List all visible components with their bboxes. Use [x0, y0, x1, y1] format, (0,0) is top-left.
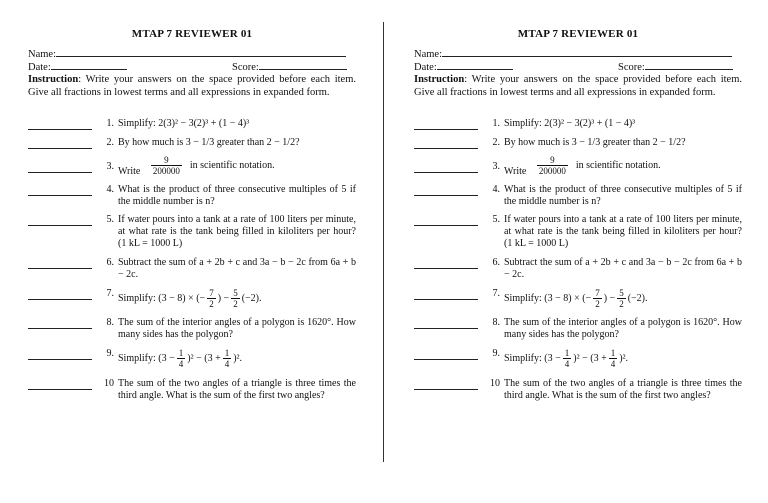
fraction-numerator: 1: [224, 348, 230, 358]
item-text-part: Write: [118, 165, 141, 177]
item-number: 4.: [106, 184, 114, 195]
answer-blank[interactable]: [414, 195, 478, 196]
item-text: By how much is 3 − 1/3 greater than 2 − 1/2?: [504, 137, 686, 148]
instruction-heading: Instruction: [414, 74, 465, 85]
worksheet-title: MTAP 7 REVIEWER 01: [131, 28, 253, 40]
item-text: Subtract the sum of a + 2b + c and 3a − b − 2c from 6a + b − 2c.: [118, 257, 356, 280]
item-number: 10: [104, 378, 114, 389]
item-number: 6.: [492, 257, 500, 268]
name-row: [28, 47, 346, 60]
item-text-part: (−2).: [241, 292, 262, 304]
item-number: 9.: [106, 348, 114, 359]
item-text-part: )² − (3 +: [573, 352, 607, 364]
fraction-numerator: 5: [233, 288, 238, 298]
fraction: [177, 348, 186, 369]
fraction-denominator: 2: [209, 299, 214, 309]
item-number: 2.: [106, 137, 114, 148]
answer-blank[interactable]: [28, 172, 92, 173]
item-text-part: in scientific notation.: [575, 159, 661, 171]
answer-blank[interactable]: [414, 328, 478, 329]
instructions: [28, 74, 356, 99]
answer-blank[interactable]: [28, 268, 92, 269]
item-text: The sum of the interior angles of a polygon is 1620°. How many sides has the polygon?: [504, 317, 742, 340]
fraction-denominator: 200000: [538, 166, 566, 176]
answer-blank[interactable]: [414, 389, 478, 390]
item-text: What is the product of three consecutive multiples of 5 if the middle number is n?: [504, 184, 742, 207]
date-field[interactable]: [437, 60, 513, 70]
item-text: [118, 155, 356, 176]
fraction: [207, 288, 216, 309]
item-number: 5.: [106, 214, 114, 225]
fraction-denominator: 200000: [152, 166, 180, 176]
item-number: 5.: [492, 214, 500, 225]
answer-blank[interactable]: [28, 225, 92, 226]
item-number: 1.: [492, 118, 500, 129]
date-score-row: [414, 60, 733, 73]
date-label: Date:: [414, 62, 437, 73]
answer-blank[interactable]: [414, 268, 478, 269]
item-text: [504, 155, 742, 176]
answer-blank[interactable]: [414, 359, 478, 360]
fraction-denominator: 2: [619, 299, 624, 309]
item-text: [504, 288, 742, 309]
score-field[interactable]: [259, 60, 347, 70]
fraction-numerator: 1: [610, 348, 616, 358]
item-number: 3.: [492, 161, 500, 172]
answer-blank[interactable]: [414, 129, 478, 130]
fraction: [593, 288, 602, 309]
item-number: 7.: [106, 288, 114, 299]
answer-blank[interactable]: [28, 328, 92, 329]
fraction-numerator: 5: [619, 288, 624, 298]
name-field[interactable]: [56, 47, 346, 57]
score-label: Score:: [232, 62, 259, 73]
fraction-numerator: 9: [164, 155, 169, 165]
date-label: Date:: [28, 62, 51, 73]
answer-blank[interactable]: [28, 359, 92, 360]
instruction-text: : Write your answers on the space provided before each item. Give all fractions in lowest terms and all expressions in expanded form.: [28, 74, 356, 98]
item-text-part: in scientific notation.: [189, 159, 275, 171]
item-number: 9.: [492, 348, 500, 359]
fraction: [231, 288, 240, 309]
answer-blank[interactable]: [414, 299, 478, 300]
item-text: [118, 288, 356, 309]
item-text: What is the product of three consecutive multiples of 5 if the middle number is n?: [118, 184, 356, 207]
name-row: [414, 47, 732, 60]
item-text: Subtract the sum of a + 2b + c and 3a − b − 2c from 6a + b − 2c.: [504, 257, 742, 280]
item-text: [118, 348, 356, 369]
answer-blank[interactable]: [28, 389, 92, 390]
item-number: 1.: [106, 118, 114, 129]
fraction: [537, 155, 568, 176]
fraction-denominator: 2: [595, 299, 600, 309]
item-text: If water pours into a tank at a rate of 100 liters per minute, at what rate is the tank being filled in kiloliters per hour? (1 kL = 1000 L): [118, 214, 356, 249]
instruction-text: : Write your answers on the space provided before each item. Give all fractions in lowest terms and all expressions in expanded form.: [414, 74, 742, 98]
item-text: Simplify: 2(3)² − 3(2)³ + (1 − 4)³: [118, 118, 250, 129]
score-field[interactable]: [645, 60, 733, 70]
fraction-numerator: 1: [178, 348, 184, 358]
item-number: 4.: [492, 184, 500, 195]
item-number: 7.: [492, 288, 500, 299]
fraction: [609, 348, 618, 369]
score-label: Score:: [618, 62, 645, 73]
item-text: Simplify: 2(3)² − 3(2)³ + (1 − 4)³: [504, 118, 636, 129]
item-text: The sum of the interior angles of a polygon is 1620°. How many sides has the polygon?: [118, 317, 356, 340]
fraction-numerator: 7: [595, 288, 600, 298]
fraction-numerator: 1: [564, 348, 570, 358]
item-text: The sum of the two angles of a triangle is three times the third angle. What is the sum of the first two angles?: [504, 378, 742, 401]
item-text-part: )².: [619, 352, 629, 364]
fraction: [563, 348, 572, 369]
item-text-part: Simplify: (3 − 8) × (−: [504, 292, 592, 304]
name-field[interactable]: [442, 47, 732, 57]
worksheet-right: [384, 0, 768, 503]
fraction-denominator: 4: [224, 359, 230, 369]
item-number: 6.: [106, 257, 114, 268]
date-field[interactable]: [51, 60, 127, 70]
answer-blank[interactable]: [414, 172, 478, 173]
fraction: [151, 155, 182, 176]
worksheet-title: MTAP 7 REVIEWER 01: [517, 28, 639, 40]
date-score-row: [28, 60, 347, 73]
item-text-part: )².: [233, 352, 243, 364]
fraction-numerator: 9: [550, 155, 555, 165]
answer-blank[interactable]: [28, 148, 92, 149]
item-number: 3.: [106, 161, 114, 172]
answer-blank[interactable]: [28, 129, 92, 130]
item-number: 8.: [106, 317, 114, 328]
fraction-denominator: 4: [178, 359, 184, 369]
answer-blank[interactable]: [414, 225, 478, 226]
name-label: Name:: [414, 49, 442, 60]
item-text: [504, 348, 742, 369]
item-text-part: ) −: [217, 292, 230, 304]
item-text-part: )² − (3 +: [187, 352, 221, 364]
instructions: [414, 74, 742, 99]
item-text-part: (−2).: [627, 292, 648, 304]
instruction-heading: Instruction: [28, 74, 79, 85]
item-text-part: Simplify: (3 −: [504, 352, 561, 364]
fraction-numerator: 7: [209, 288, 214, 298]
fraction-denominator: 4: [564, 359, 570, 369]
fraction: [223, 348, 232, 369]
item-text-part: ) −: [603, 292, 616, 304]
item-text: If water pours into a tank at a rate of 100 liters per minute, at what rate is the tank being filled in kiloliters per hour? (1 kL = 1000 L): [504, 214, 742, 249]
fraction: [617, 288, 626, 309]
answer-blank[interactable]: [414, 148, 478, 149]
item-number: 8.: [492, 317, 500, 328]
item-text: The sum of the two angles of a triangle is three times the third angle. What is the sum of the first two angles?: [118, 378, 356, 401]
item-text-part: Write: [504, 165, 527, 177]
item-number: 2.: [492, 137, 500, 148]
answer-blank[interactable]: [28, 195, 92, 196]
fraction-denominator: 4: [610, 359, 616, 369]
item-text-part: Simplify: (3 − 8) × (−: [118, 292, 206, 304]
name-label: Name:: [28, 49, 56, 60]
item-text: By how much is 3 − 1/3 greater than 2 − 1/2?: [118, 137, 300, 148]
item-number: 10: [490, 378, 500, 389]
fraction-denominator: 2: [233, 299, 238, 309]
answer-blank[interactable]: [28, 299, 92, 300]
item-text-part: Simplify: (3 −: [118, 352, 175, 364]
